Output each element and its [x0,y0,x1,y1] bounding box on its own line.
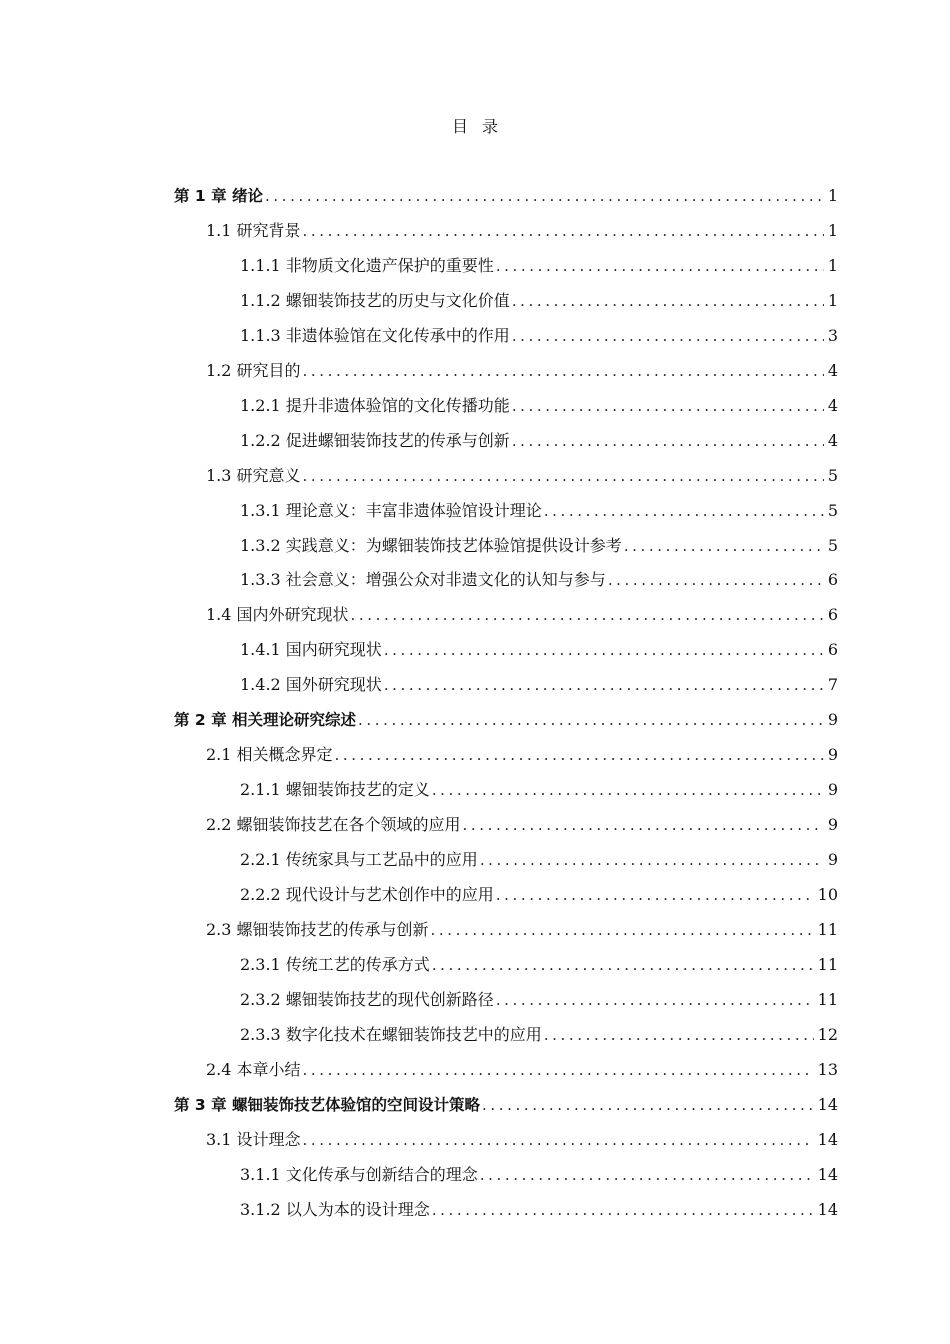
toc-page-number: 12 [817,1024,838,1044]
toc-entry-title: 2.3.3 数字化技术在螺钿装饰技艺中的应用 [240,1024,542,1044]
toc-section-entry[interactable] [206,916,838,944]
toc-section-entry[interactable] [206,741,838,769]
toc-entry-title: 1.1.2 螺钿装饰技艺的历史与文化价值 [240,290,510,310]
toc-entry-title: 1.1.1 非物质文化遗产保护的重要性 [240,255,494,275]
toc-entry-title: 1.4.1 国内研究现状 [240,640,382,660]
toc-page-number: 11 [817,919,838,939]
toc-dot-leader [512,392,824,420]
toc-section-entry[interactable] [206,1126,838,1154]
toc-dot-leader [482,1091,814,1119]
toc-dot-leader [432,1196,814,1224]
toc-entry-title: 第 3 章 螺钿装饰技艺体验馆的空间设计策略 [174,1095,480,1114]
toc-dot-leader [544,497,824,525]
toc-page-number: 11 [817,954,838,974]
toc-entry-title: 3.1.2 以人为本的设计理念 [240,1199,430,1219]
toc-dot-leader [624,532,824,560]
toc-subsection-entry[interactable] [240,392,838,420]
toc-page-number: 6 [827,640,838,660]
toc-entry-title: 2.3.1 传统工艺的传承方式 [240,954,430,974]
toc-subsection-entry[interactable] [240,532,838,560]
toc-dot-leader [303,1126,814,1154]
toc-subsection-entry[interactable] [240,566,838,594]
toc-dot-leader [303,462,824,490]
toc-dot-leader [480,846,824,874]
toc-section-entry[interactable] [206,357,838,385]
toc-entry-title: 1.1 研究背景 [206,220,301,240]
toc-entry-title: 1.2.2 促进螺钿装饰技艺的传承与创新 [240,430,510,450]
toc-dot-leader [303,357,824,385]
toc-dot-leader [480,1161,814,1189]
toc-entry-title: 1.4 国内外研究现状 [206,605,349,625]
toc-dot-leader [608,566,824,594]
toc-entry-title: 2.4 本章小结 [206,1059,301,1079]
toc-entry-title: 2.1 相关概念界定 [206,745,333,765]
toc-page-number: 1 [827,290,838,310]
toc-dot-leader [303,1056,814,1084]
toc-page-number: 9 [827,850,838,870]
toc-dot-leader [512,322,824,350]
toc-chapter-entry[interactable] [174,1091,838,1119]
toc-page-number: 6 [827,605,838,625]
toc-entry-title: 1.3.3 社会意义：增强公众对非遗文化的认知与参与 [240,570,606,590]
toc-page-number: 14 [817,1094,838,1114]
toc-entry-title: 2.1.1 螺钿装饰技艺的定义 [240,780,430,800]
toc-page-number: 13 [817,1059,838,1079]
toc-page-number: 1 [827,255,838,275]
toc-subsection-entry[interactable] [240,287,838,315]
toc-section-entry[interactable] [206,217,838,245]
toc-page-number: 5 [827,465,838,485]
toc-entry-title: 1.3.2 实践意义：为螺钿装饰技艺体验馆提供设计参考 [240,535,622,555]
toc-page-number: 1 [827,186,838,205]
toc-dot-leader [265,182,824,210]
toc-entry-title: 第 2 章 相关理论研究综述 [174,711,356,730]
toc-page-number: 14 [817,1199,838,1219]
toc-subsection-entry[interactable] [240,986,838,1014]
toc-page-number: 14 [817,1129,838,1149]
toc-entry-title: 2.2.2 现代设计与艺术创作中的应用 [240,885,494,904]
toc-entry-title: 2.2.1 传统家具与工艺品中的应用 [240,850,478,870]
toc-page-number: 5 [827,535,838,555]
toc-dot-leader [351,601,824,629]
toc-page-number: 1 [827,220,838,240]
toc-entry-title: 1.3 研究意义 [206,465,301,485]
toc-subsection-entry[interactable] [240,1161,838,1189]
toc-dot-leader [432,951,814,979]
toc-dot-leader [544,1021,814,1049]
toc-entry-title: 3.1 设计理念 [206,1129,301,1149]
page-title: 目录 [451,117,512,136]
toc-subsection-entry[interactable] [240,881,838,909]
toc-section-entry[interactable] [206,601,838,629]
toc-dot-leader [496,252,824,280]
toc-chapter-entry[interactable] [174,706,838,734]
toc-subsection-entry[interactable] [240,322,838,350]
toc-page-number: 5 [827,500,838,520]
toc-page-number: 4 [827,430,838,450]
toc-page-number: 7 [827,675,838,695]
toc-dot-leader [384,636,824,664]
toc-section-entry[interactable] [206,462,838,490]
toc-dot-leader [431,916,814,944]
toc-dot-leader [496,881,814,909]
toc-dot-leader [303,217,824,245]
toc-dot-leader [512,287,824,315]
toc-subsection-entry[interactable] [240,1196,838,1224]
toc-dot-leader [358,706,824,734]
toc-subsection-entry[interactable] [240,671,838,699]
toc-entry-title: 1.3.1 理论意义：丰富非遗体验馆设计理论 [240,500,542,520]
toc-page-number: 9 [827,815,838,835]
toc-subsection-entry[interactable] [240,427,838,455]
toc-entry-title: 2.3 螺钿装饰技艺的传承与创新 [206,919,429,939]
toc-dot-leader [512,427,824,455]
toc-subsection-entry[interactable] [240,846,838,874]
toc-chapter-entry[interactable] [174,182,838,210]
toc-subsection-entry[interactable] [240,776,838,804]
toc-page-number: 10 [817,885,838,904]
toc-entry-title: 2.3.2 螺钿装饰技艺的现代创新路径 [240,989,494,1009]
toc-section-entry[interactable] [206,1056,838,1084]
toc-dot-leader [463,811,824,839]
toc-subsection-entry[interactable] [240,1021,838,1049]
toc-page-number: 4 [827,360,838,380]
toc-page-number: 9 [827,780,838,800]
toc-page-number: 6 [827,570,838,590]
toc-entry-title: 第 1 章 绪论 [174,187,263,205]
toc-subsection-entry[interactable] [240,497,838,525]
toc-section-entry[interactable] [206,811,838,839]
toc-entry-title: 1.2 研究目的 [206,360,301,380]
toc-subsection-entry[interactable] [240,252,838,280]
toc-page-number: 9 [827,710,838,730]
toc-page-number: 9 [827,745,838,765]
toc-page-number: 4 [827,395,838,415]
toc-subsection-entry[interactable] [240,636,838,664]
toc-entry-title: 1.4.2 国外研究现状 [240,675,382,695]
toc-entry-title: 1.1.3 非遗体验馆在文化传承中的作用 [240,325,510,345]
toc-dot-leader [335,741,824,769]
toc-page-number: 14 [817,1164,838,1184]
toc-dot-leader [496,986,814,1014]
toc-page-number: 11 [817,989,838,1009]
toc-entry-title: 1.2.1 提升非遗体验馆的文化传播功能 [240,395,510,415]
toc-page-number: 3 [827,325,838,345]
toc-entry-title: 2.2 螺钿装饰技艺在各个领域的应用 [206,815,461,835]
toc-dot-leader [384,671,824,699]
toc-dot-leader [432,776,824,804]
toc-entry-title: 3.1.1 文化传承与创新结合的理念 [240,1164,478,1184]
toc-subsection-entry[interactable] [240,951,838,979]
